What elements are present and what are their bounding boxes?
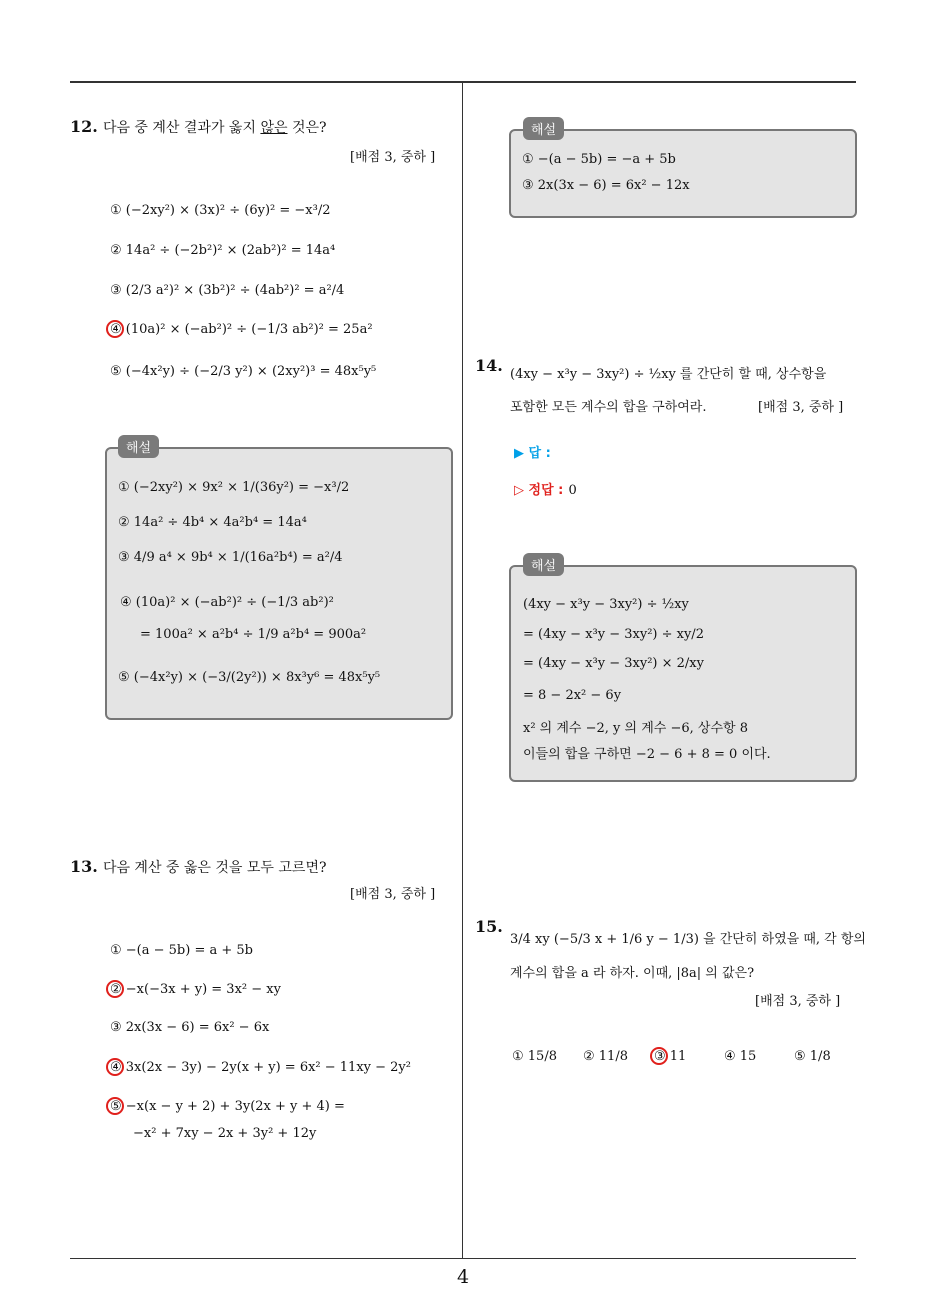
q14-correct-answer [514,479,577,498]
q13-option-4[interactable]: ④ 3x(2x − 3y) − 2y(x + y) = 6x² − 11xy − 2y² [110,1060,411,1075]
q12-solution-line: ⑤ (−4x²y) × (−3/(2y²)) × 8x³y⁶ = 48x⁵y⁵ [118,670,381,685]
q14-text-line1: (4xy − x³y − 3xy²) ÷ ½xy 를 간단히 할 때, 상수항을 [510,367,827,382]
q12-solution-line: ④ (10a)² × (−ab²)² ÷ (−1/3 ab²)² [120,595,334,610]
q12-text: 다음 중 계산 결과가 옳지 않은 것은? [102,120,327,136]
q12-solution-line: ① (−2xy²) × 9x² × 1/(36y²) = −x³/2 [118,480,350,495]
q12-stem [70,117,327,137]
q13-option-5-cont: −x² + 7xy − 2x + 3y² + 12y [133,1126,317,1141]
q12-option-3[interactable]: ③ (2/3 a²)² × (3b²)² ÷ (4ab²)² = a²/4 [110,283,345,298]
q13-solution-line: ① −(a − 5b) = −a + 5b [522,152,676,167]
q14-solution-label: 해설 [523,553,564,576]
q14-meta: [배점 3, 중하 ] [758,400,844,415]
q12-solution-line: ③ 4/9 a⁴ × 9b⁴ × 1/(16a²b⁴) = a²/4 [118,550,343,565]
q12-solution-label: 해설 [118,435,159,458]
q12-solution-line: ② 14a² ÷ 4b⁴ × 4a²b⁴ = 14a⁴ [118,515,307,530]
q12-meta: [배점 3, 중하 ] [350,150,436,165]
answer-mark-circle [650,1047,668,1065]
q13-option-3[interactable]: ③ 2x(3x − 6) = 6x² − 6x [110,1020,270,1035]
footer-rule [70,1258,856,1259]
q12-option-4[interactable]: ④ (10a)² × (−ab²)² ÷ (−1/3 ab²)² = 25a² [110,322,373,337]
q12-option-5[interactable]: ⑤ (−4x²y) ÷ (−2/3 y²) × (2xy²)³ = 48x⁵y⁵ [110,364,377,379]
page-number: 4 [456,1266,470,1288]
q13-stem [70,857,326,877]
q14-text-line2: 포함한 모든 계수의 합을 구하여라. [510,400,707,415]
q14-solution-line: = (4xy − x³y − 3xy²) ÷ xy/2 [523,627,704,642]
q13-meta: [배점 3, 중하 ] [350,887,436,902]
q12-option-1[interactable]: ① (−2xy²) × (3x)² ÷ (6y)² = −x³/2 [110,203,331,218]
q15-option-4[interactable]: ④ 15 [724,1049,757,1064]
answer-mark-circle [106,980,124,998]
q13-option-1[interactable]: ① −(a − 5b) = a + 5b [110,943,253,958]
q14-number: 14. [475,356,503,375]
q12-solution-line: = 100a² × a²b⁴ ÷ 1/9 a²b⁴ = 900a² [140,627,367,642]
answer-mark-circle [106,1058,124,1076]
q15-meta: [배점 3, 중하 ] [755,994,841,1009]
q14-solution-line: (4xy − x³y − 3xy²) ÷ ½xy [523,597,689,612]
q13-number: 13. [70,857,98,876]
header-rule [70,81,856,83]
q15-number: 15. [475,917,503,936]
q14-correct-label: ▷ 정답 : [514,483,564,498]
q15-option-2[interactable]: ② 11/8 [583,1049,628,1064]
column-divider [462,82,463,1258]
q15-text-line1: 3/4 xy (−5/3 x + 1/6 y − 1/3) 을 간단히 하였을 때, 각 항의 [510,932,866,947]
q13-solution-box [509,129,857,218]
q15-option-1[interactable]: ① 15/8 [512,1049,557,1064]
q14-solution-line: x² 의 계수 −2, y 의 계수 −6, 상수항 8 [523,721,748,736]
q13-text: 다음 계산 중 옳은 것을 모두 고르면? [102,860,327,876]
q15-text-line2: 계수의 합을 a 라 하자. 이때, |8a| 의 값은? [510,966,755,981]
q12-number: 12. [70,117,98,136]
answer-mark-circle [106,320,124,338]
q14-correct-value: 0 [568,483,577,498]
q14-solution-line: 이들의 합을 구하면 −2 − 6 + 8 = 0 이다. [523,747,771,762]
q12-option-2[interactable]: ② 14a² ÷ (−2b²)² × (2ab²)² = 14a⁴ [110,243,336,258]
q15-option-3[interactable]: ③ 11 [654,1049,687,1064]
q14-solution-line: = (4xy − x³y − 3xy²) × 2/xy [523,656,704,671]
q15-option-5[interactable]: ⑤ 1/8 [794,1049,831,1064]
q13-option-5[interactable]: ⑤ −x(x − y + 2) + 3y(2x + y + 4) = [110,1099,345,1114]
q13-option-2[interactable]: ② −x(−3x + y) = 3x² − xy [110,982,281,997]
q14-answer-label[interactable]: ▶ 답 : [514,446,551,461]
q13-solution-line: ③ 2x(3x − 6) = 6x² − 12x [522,178,690,193]
q13-solution-label: 해설 [523,117,564,140]
q14-solution-line: = 8 − 2x² − 6y [523,688,622,703]
answer-mark-circle [106,1097,124,1115]
